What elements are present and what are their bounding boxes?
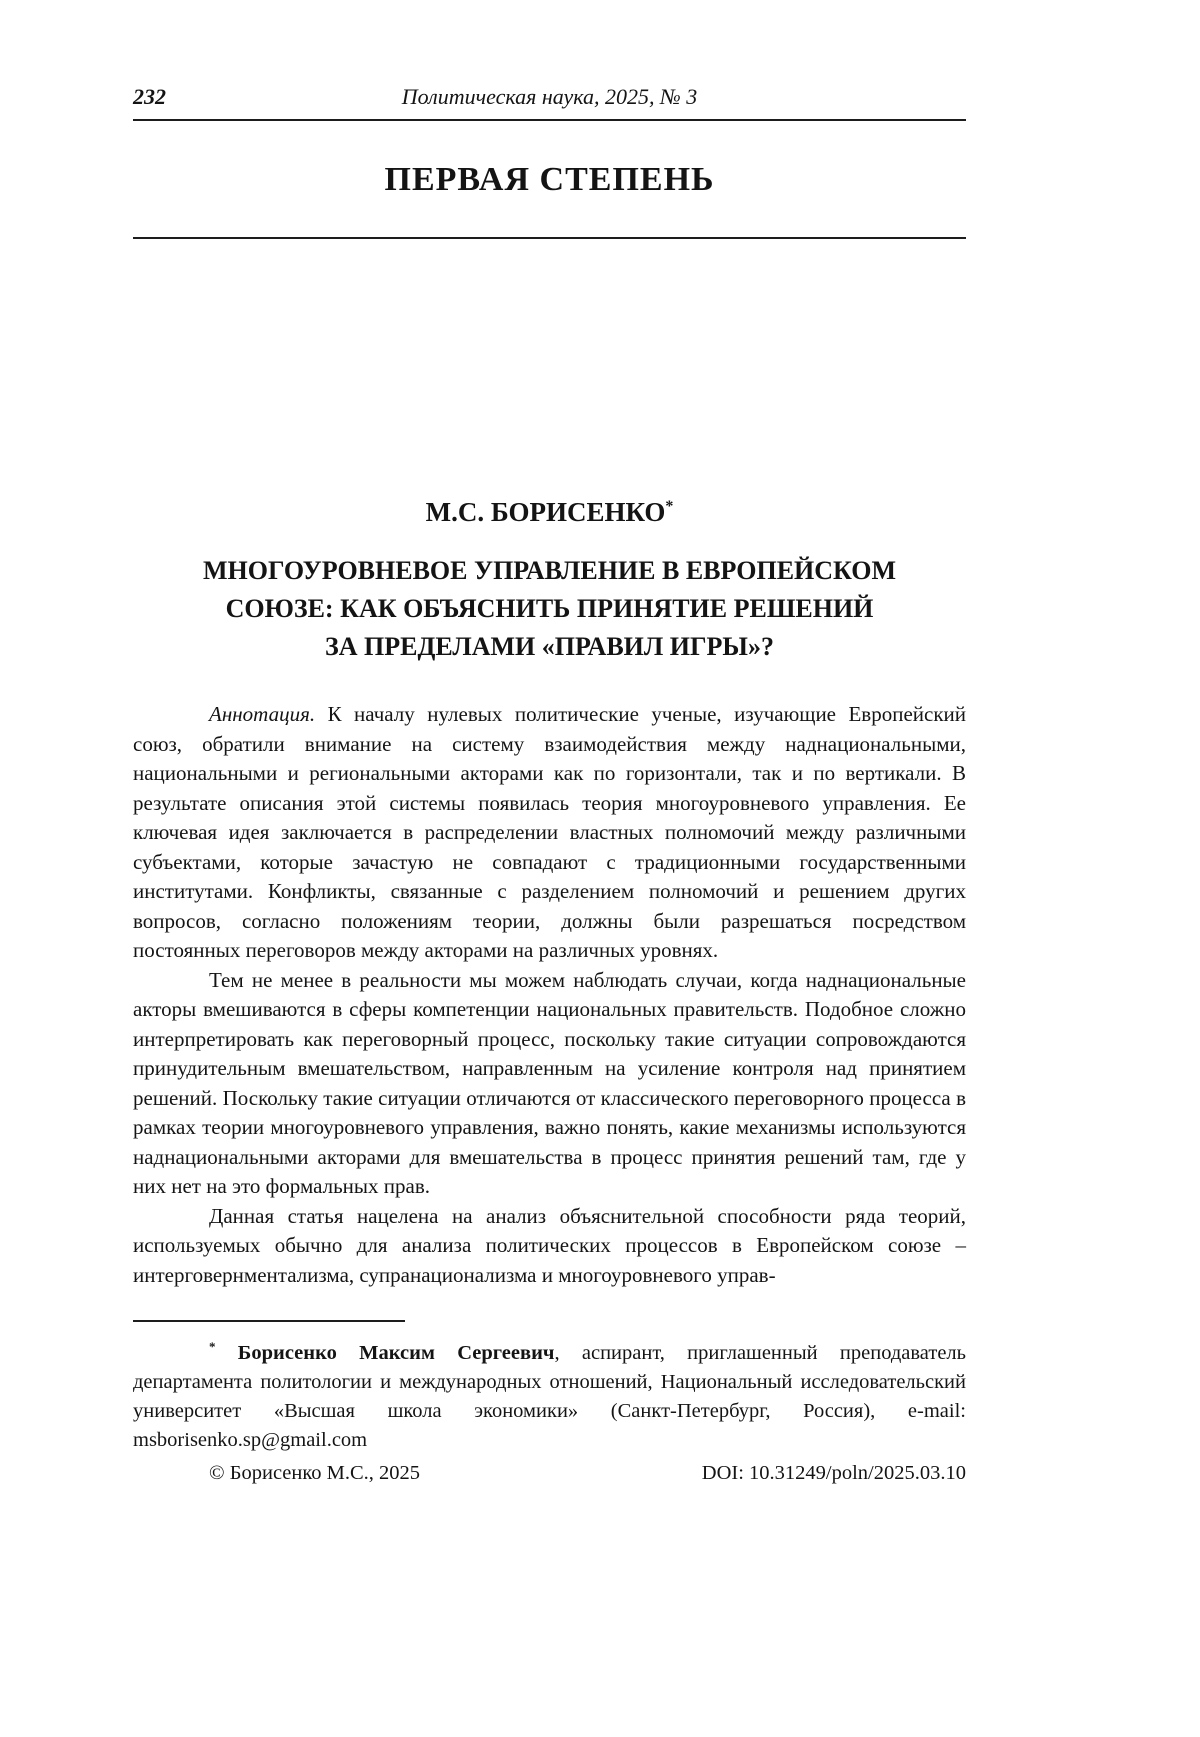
article-title-line-1: МНОГОУРОВНЕВОЕ УПРАВЛЕНИЕ В ЕВРОПЕЙСКОМ [203,556,896,585]
section-title: ПЕРВАЯ СТЕПЕНЬ [384,161,715,198]
abstract-label: Аннотация. [209,702,316,726]
abstract-text-1: К началу нулевых политические ученые, изучающие Европейский союз, обратили внимание на систему взаимодействия между наднациональными, национальными и региональными акторами как по горизонтали, так и по вертикали. В результате описания этой системы появилась теория многоуровневого управления. Ее ключевая идея заключается в распределении властных полномочий между различными субъектами, которые зачастую не совпадают с традиционными государственными институтами. Конфликты, связанные с разделением полномочий и решением других вопросов, согласно положениям теории, должны были разрешаться посредством постоянных переговоров между акторами на различных уровнях. [133,702,966,962]
page-number: 232 [133,84,166,109]
abstract-paragraph-2 [133,966,966,1202]
author-footnote-mark: * [665,498,674,515]
journal-title: Политическая наука, 2025, № 3 [401,84,698,109]
credits-row [133,1459,966,1488]
footnote-author-name: Борисенко Максим Сергеевич [237,1341,555,1364]
footnote [133,1332,966,1488]
footnote-mark: * [209,1339,216,1354]
abstract [133,700,966,1290]
footnote-paragraph [133,1332,966,1455]
article-author [133,497,966,528]
running-head [133,84,966,121]
footnote-rule [133,1320,405,1322]
abstract-text-3: Данная статья нацелена на анализ объяснительной способности ряда теорий, используемых обычно для анализа политических процессов в Европейском союзе – интерговернментализма, супранационализма и многоуровневого управ- [133,1203,966,1287]
section-rule [133,237,966,239]
author-name: М.С. БОРИСЕНКО [425,497,666,527]
doi-line: DOI: 10.31249/poln/2025.03.10 [701,1461,966,1484]
abstract-text-2: Тем не менее в реальности мы можем наблюдать случаи, когда наднациональные акторы вмешиваются в сферы компетенции национальных правительств. Подобное сложно интерпретировать как переговорный процесс, поскольку такие ситуации сопровождаются принудительным вмешательством, направленным на усиление контроля над принятием решений. Поскольку такие ситуации отличаются от классического переговорного процесса в рамках теории многоуровневого управления, важно понять, какие механизмы используются наднациональными акторами для вмешательства в процесс принятия решений там, где у них нет на это формальных прав. [133,967,966,1198]
abstract-paragraph-3 [133,1202,966,1291]
footnote-text: , аспирант, приглашенный преподаватель департамента политологии и международных отношений, Национальный исследовательский университет «Высшая школа экономики» (Санкт-Петербург, Россия), e-mail: msborisenko.sp@gmail.com [133,1341,966,1451]
article-title-line-3: ЗА ПРЕДЕЛАМИ «ПРАВИЛ ИГРЫ»? [325,632,774,661]
copyright-line: © Борисенко М.С., 2025 [209,1461,421,1484]
article-title-line-2: СОЮЗЕ: КАК ОБЪЯСНИТЬ ПРИНЯТИЕ РЕШЕНИЙ [225,594,874,623]
abstract-paragraph-1 [133,700,966,966]
article-title [133,552,966,666]
